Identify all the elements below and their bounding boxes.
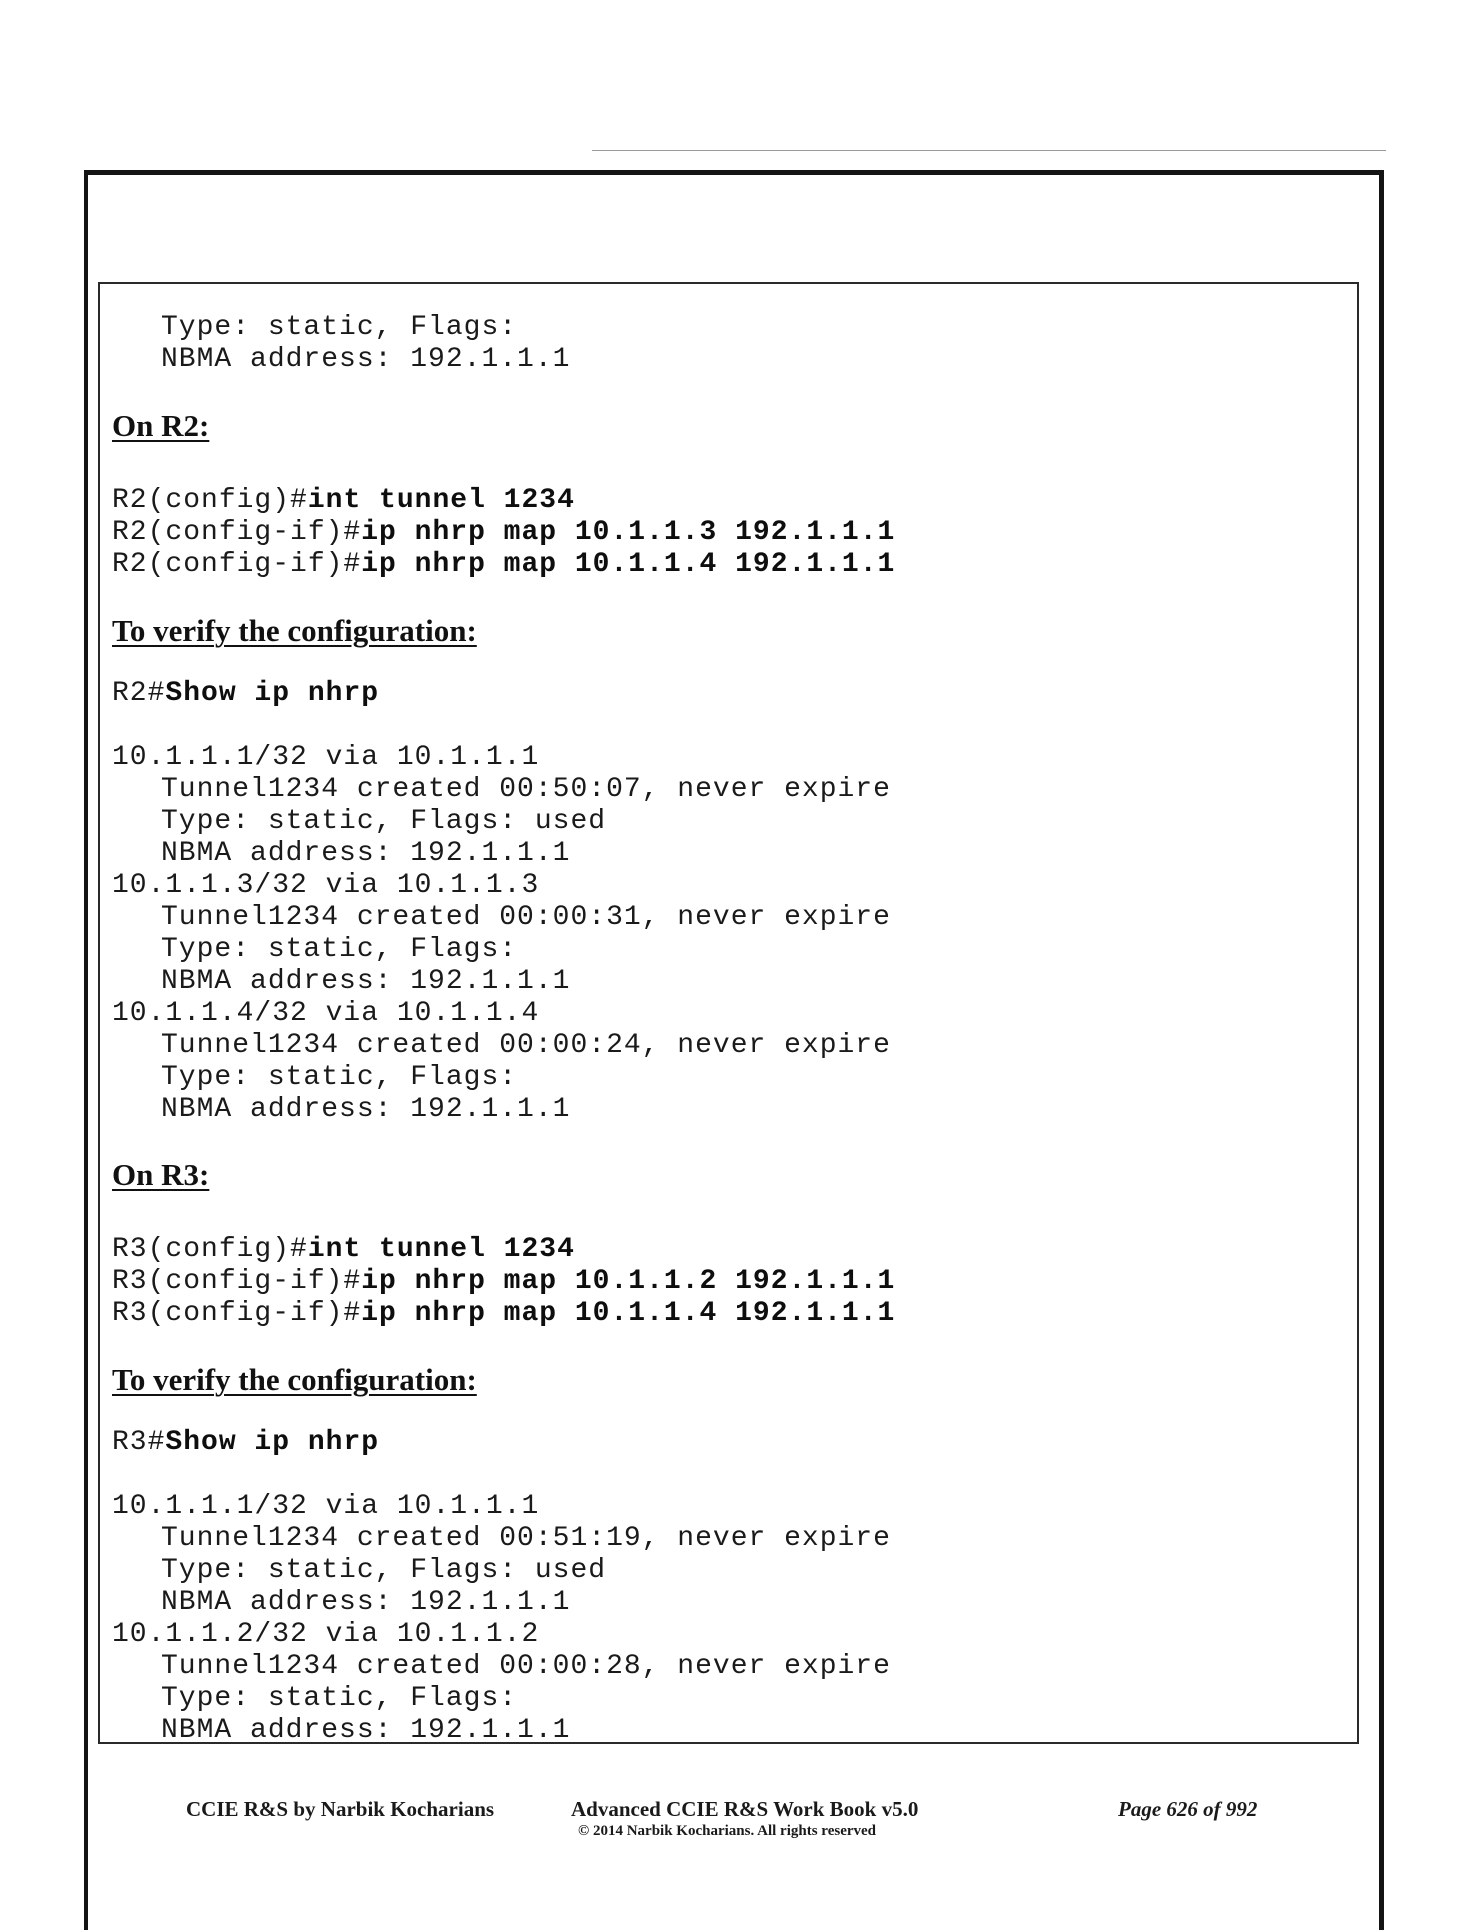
code-line: NBMA address: 192.1.1.1: [161, 344, 571, 375]
output-line: Type: static, Flags:: [161, 1683, 518, 1714]
output-line: Type: static, Flags:: [161, 934, 518, 965]
config-command: ip nhrp map 10.1.1.2 192.1.1.1: [361, 1266, 896, 1297]
config-line: [112, 1266, 895, 1298]
show-command-line: [112, 678, 379, 710]
footer-book-title: Advanced CCIE R&S Work Book v5.0: [571, 1797, 919, 1821]
config-line: [112, 1234, 575, 1266]
show-command-line: [112, 1427, 379, 1459]
page-number: Page 626 of 992: [1118, 1797, 1258, 1821]
output-line: 10.1.1.1/32 via 10.1.1.1: [112, 742, 540, 773]
config-prompt: R3(config-if)#: [112, 1266, 362, 1297]
config-command: ip nhrp map 10.1.1.4 192.1.1.1: [361, 549, 896, 580]
config-line: [112, 517, 895, 549]
config-line: [112, 549, 895, 581]
show-prompt: R2#: [112, 678, 166, 709]
config-line: [112, 1298, 895, 1330]
scan-top-rule: [592, 150, 1386, 151]
code-line: Type: static, Flags:: [161, 312, 518, 343]
config-prompt: R3(config)#: [112, 1234, 308, 1265]
config-command: int tunnel 1234: [307, 485, 575, 516]
content-box: [98, 282, 1359, 1744]
output-line: Tunnel1234 created 00:50:07, never expire: [161, 774, 891, 805]
config-prompt: R2(config-if)#: [112, 549, 362, 580]
section-heading-r3: On R3:: [112, 1157, 210, 1192]
config-prompt: R3(config-if)#: [112, 1298, 362, 1329]
output-line: Type: static, Flags: used: [161, 1555, 607, 1586]
output-line: 10.1.1.4/32 via 10.1.1.4: [112, 998, 540, 1029]
output-line: Type: static, Flags: used: [161, 806, 607, 837]
config-command: ip nhrp map 10.1.1.3 192.1.1.1: [361, 517, 896, 548]
section-heading-r2: On R2:: [112, 408, 210, 443]
output-line: NBMA address: 192.1.1.1: [161, 838, 571, 869]
config-line: [112, 485, 575, 517]
show-command: Show ip nhrp: [165, 678, 380, 709]
config-prompt: R2(config-if)#: [112, 517, 362, 548]
config-prompt: R2(config)#: [112, 485, 308, 516]
output-line: 10.1.1.1/32 via 10.1.1.1: [112, 1491, 540, 1522]
footer-author: CCIE R&S by Narbik Kocharians: [186, 1797, 495, 1821]
section-heading-verify-r2: To verify the configuration:: [112, 613, 477, 648]
config-command: int tunnel 1234: [307, 1234, 575, 1265]
output-line: NBMA address: 192.1.1.1: [161, 1587, 571, 1618]
output-line: Tunnel1234 created 00:00:31, never expire: [161, 902, 891, 933]
output-line: 10.1.1.3/32 via 10.1.1.3: [112, 870, 540, 901]
footer-book: [571, 1796, 961, 1840]
section-heading-verify-r3: To verify the configuration:: [112, 1362, 477, 1397]
output-line: Tunnel1234 created 00:00:24, never expire: [161, 1030, 891, 1061]
output-line: Type: static, Flags:: [161, 1062, 518, 1093]
output-line: NBMA address: 192.1.1.1: [161, 1094, 571, 1125]
show-command: Show ip nhrp: [165, 1427, 380, 1458]
output-line: NBMA address: 192.1.1.1: [161, 1715, 571, 1744]
config-command: ip nhrp map 10.1.1.4 192.1.1.1: [361, 1298, 896, 1329]
output-line: Tunnel1234 created 00:00:28, never expire: [161, 1651, 891, 1682]
output-line: 10.1.1.2/32 via 10.1.1.2: [112, 1619, 540, 1650]
footer-copyright: © 2014 Narbik Kocharians. All rights reserved: [578, 1823, 877, 1839]
show-prompt: R3#: [112, 1427, 166, 1458]
output-line: NBMA address: 192.1.1.1: [161, 966, 571, 997]
output-line: Tunnel1234 created 00:51:19, never expire: [161, 1523, 891, 1554]
